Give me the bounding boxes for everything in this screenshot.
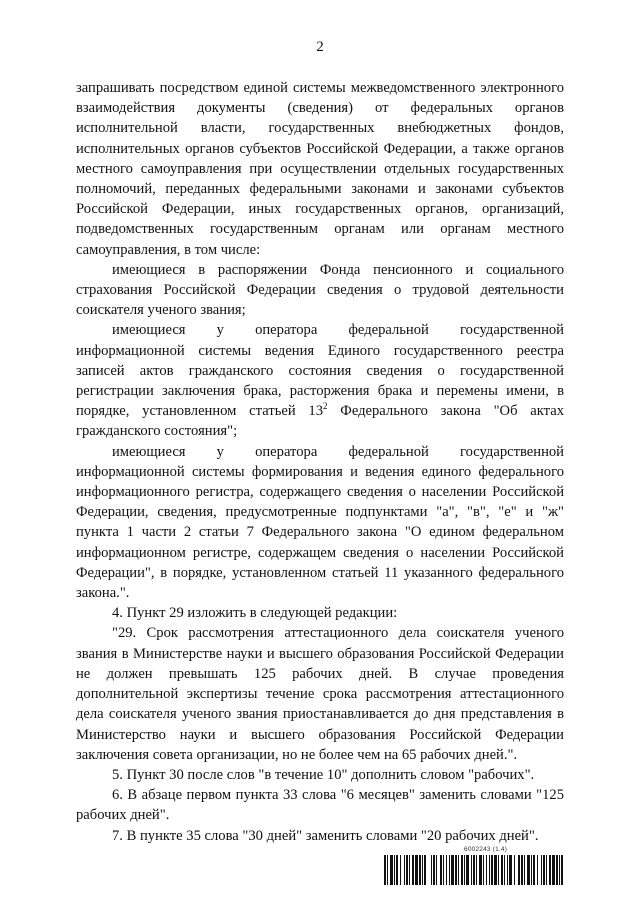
paragraph-population-register: имеющиеся у оператора федеральной государственной информационной системы формирования и ведения единого федерального информационного регистра, содержащего сведения о населении Российской Федерации, сведения, предусмотренные подпунктами "а", "в", "е" и "ж" пункта 1 части 2 статьи 7 Федерального закона "О едином федеральном информационном регистре, содержащем сведения о населении Российской Федерации", в порядке, установленном статьей 11 указанного федерального закона.".: [76, 443, 564, 602]
document-barcode: [384, 846, 566, 886]
document-body: [76, 78, 564, 846]
paragraph-item-5: 5. Пункт 30 после слов "в течение 10" дополнить словом "рабочих".: [112, 766, 535, 783]
superscript-article-number: 2: [323, 401, 328, 412]
paragraph-intro: запрашивать посредством единой системы межведомственного электронного взаимодействия документы (сведения) от федеральных органов исполнительной власти, государственных внебюджетных фондов, исполнительных органов субъектов Российской Федерации, а также органов местного самоуправления при осуществлении отдельных государственных полномочий, переданных федеральными законами и законами субъектов Российской Федерации, иных государственных органов, организаций, подведомственных государственным органам или органам местного самоуправления, в том числе:: [76, 80, 564, 258]
page-number: 2: [316, 39, 324, 55]
paragraph-item-4: 4. Пункт 29 изложить в следующей редакции:: [112, 605, 398, 622]
paragraph-civil-registry-text: имеющиеся у оператора федеральной государственной информационной системы ведения Единого государственного реестра записей актов гражданского состояния сведения о государственной регистрации заключения брака, расторжения брака и перемены имени, в порядке, установленном статьей 13: [76, 322, 564, 420]
barcode-code-label: 6002243 (1.4): [464, 846, 508, 853]
paragraph-civil-registry-text-end: Федерального закона "Об актах гражданского состояния";: [76, 403, 564, 440]
paragraph-item-7: 7. В пункте 35 слова "30 дней" заменить словами "20 рабочих дней".: [112, 827, 539, 844]
barcode-image: [384, 855, 566, 885]
barcode-bar: [563, 855, 566, 885]
paragraph-item-29-text: "29. Срок рассмотрения аттестационного дела соискателя ученого звания в Министерстве науки и высшего образования Российской Федерации не должен превышать 125 рабочих дней. В случае проведения дополнительной экспертизы течение срока рассмотрения аттестационного дела соискателя ученого звания приостанавливается до дня представления в Министерство науки и высшего образования Российской Федерации заключения совета организации, но не более чем на 65 рабочих дней.".: [76, 625, 564, 763]
paragraph-item-6: 6. В абзаце первом пункта 33 слова "6 месяцев" заменить словами "125 рабочих дней".: [76, 787, 564, 824]
paragraph-civil-registry: [76, 320, 564, 441]
paragraph-pension-fund: имеющиеся в распоряжении Фонда пенсионного и социального страхования Российской Федерации сведения о трудовой деятельности соискателя ученого звания;: [76, 261, 564, 319]
